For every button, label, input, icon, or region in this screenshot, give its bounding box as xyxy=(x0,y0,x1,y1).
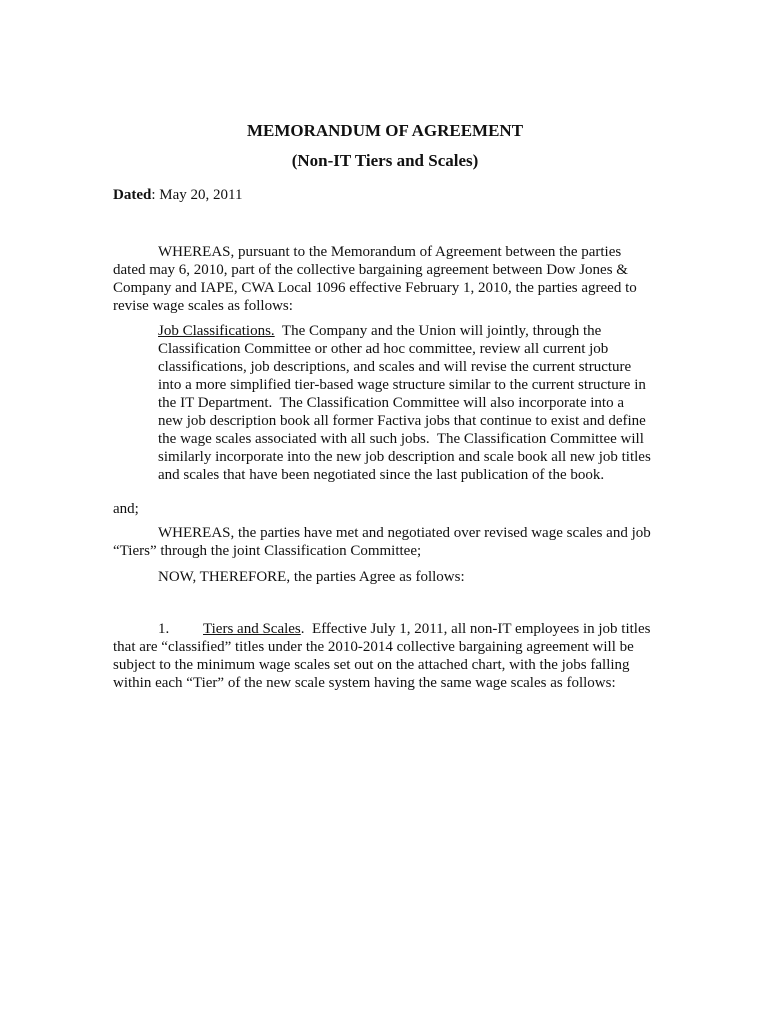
paragraph-line: “Tiers” through the joint Classification Committee; xyxy=(113,543,422,559)
and-connector: and; xyxy=(113,501,139,517)
dated-value: May 20, 2011 xyxy=(155,187,243,203)
paragraph-line: the wage scales associated with all such jobs. The Classification Committee will xyxy=(158,431,644,447)
paragraph-line xyxy=(113,620,661,638)
paragraph-line: similarly incorporate into the new job description and scale book all new job titles xyxy=(158,449,651,465)
section-number: 1. xyxy=(158,621,170,637)
section-1-paragraph xyxy=(113,620,661,692)
paragraph-line xyxy=(158,322,668,340)
whereas-paragraph-2 xyxy=(113,524,661,560)
dated-line xyxy=(113,186,242,204)
dated-label: Dated xyxy=(113,187,152,203)
paragraph-line: within each “Tier” of the new scale system having the same wage scales as follows: xyxy=(113,675,616,691)
whereas-paragraph-1 xyxy=(113,243,661,315)
paragraph-line: Company and IAPE, CWA Local 1096 effective February 1, 2010, the parties agreed to xyxy=(113,280,637,296)
paragraph-line: WHEREAS, the parties have met and negotiated over revised wage scales and job xyxy=(158,525,651,541)
paragraph-line: new job description book all former Factiva jobs that continue to exist and define xyxy=(158,413,646,429)
paragraph-line: subject to the minimum wage scales set out on the attached chart, with the jobs falling xyxy=(113,657,630,673)
paragraph-line: into a more simplified tier-based wage structure similar to the current structure in xyxy=(158,377,646,393)
paragraph-line: dated may 6, 2010, part of the collective bargaining agreement between Dow Jones & xyxy=(113,262,628,278)
paragraph-line: and scales that have been negotiated since the last publication of the book. xyxy=(158,467,605,483)
paragraph-line: classifications, job descriptions, and scales and will revise the current structure xyxy=(158,359,632,375)
now-therefore-paragraph xyxy=(113,568,661,586)
job-classifications-heading: Job Classifications. xyxy=(158,323,275,339)
document-subtitle: (Non-IT Tiers and Scales) xyxy=(291,151,479,170)
paragraph-line: WHEREAS, pursuant to the Memorandum of Agreement between the parties xyxy=(158,244,622,260)
dated-separator: : xyxy=(151,187,156,203)
paragraph-line: NOW, THEREFORE, the parties Agree as follows: xyxy=(158,569,465,585)
paragraph-line: Classification Committee or other ad hoc committee, review all current job xyxy=(158,341,609,357)
paragraph-line: that are “classified” titles under the 2010-2014 collective bargaining agreement will be xyxy=(113,639,634,655)
section-heading: Tiers and Scales xyxy=(203,621,301,637)
paragraph-text: The Company and the Union will jointly, through the xyxy=(274,323,602,339)
paragraph-line: revise wage scales as follows: xyxy=(113,298,293,314)
job-classifications-paragraph xyxy=(158,322,668,484)
document-title: MEMORANDUM OF AGREEMENT xyxy=(246,121,524,140)
paragraph-line: the IT Department. The Classification Committee will also incorporate into a xyxy=(158,395,624,411)
paragraph-text: . Effective July 1, 2011, all non-IT employees in job titles xyxy=(300,621,651,637)
